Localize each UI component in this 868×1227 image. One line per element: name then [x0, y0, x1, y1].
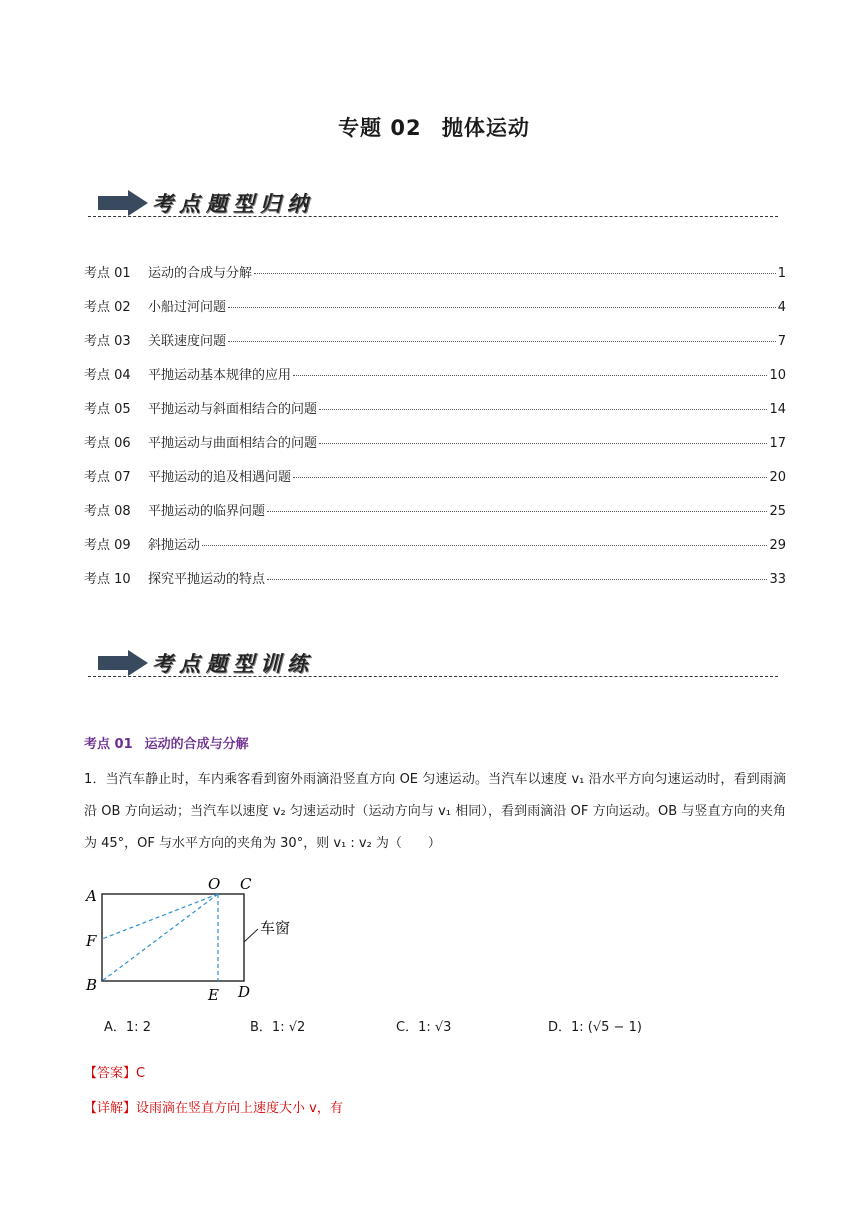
option-value: 1: (√5 − 1) — [571, 1020, 642, 1035]
toc-num: 考点 05 — [84, 402, 131, 417]
toc-leader — [202, 545, 767, 546]
toc-name: 平抛运动的临界问题 — [148, 504, 266, 519]
banner-rule — [88, 676, 778, 677]
option-c[interactable] — [396, 1016, 548, 1035]
toc-leader — [293, 477, 767, 478]
toc-row[interactable] — [84, 262, 786, 296]
toc-num: 考点 06 — [84, 436, 131, 451]
banner-summary-text: 考点题型归纳 — [152, 191, 314, 216]
option-a[interactable] — [104, 1016, 250, 1035]
answer-options — [104, 1016, 784, 1035]
label-f: F — [86, 932, 97, 950]
page-title — [0, 112, 868, 142]
toc-row[interactable] — [84, 364, 786, 398]
option-value: 1: √2 — [271, 1020, 306, 1035]
toc-name: 平抛运动与曲面相结合的问题 — [148, 436, 318, 451]
section-num: 考点 01 — [84, 737, 133, 752]
toc-num: 考点 01 — [84, 266, 131, 281]
question-text: 1．当汽车静止时，车内乘客看到窗外雨滴沿竖直方向 OE 匀速运动。当汽车以速度 v₁ 沿水平方向匀速运动时，看到雨滴沿 OB 方向运动；当汽车以速度 v₂ 匀速运动时（运动方向与 v₁ 相同），看到雨滴沿 OF 方向运动。OB 与竖直方向的夹角为 45°，OF 与水平方向的夹角为 30°，则 v₁ : v₂ 为（ ） — [84, 772, 786, 851]
toc-leader — [228, 341, 776, 342]
toc-row[interactable] — [84, 398, 786, 432]
toc-leader — [319, 443, 767, 444]
detail-text: 【详解】设雨滴在竖直方向上速度大小 v，有 — [84, 1101, 343, 1116]
toc-name: 平抛运动与斜面相结合的问题 — [148, 402, 318, 417]
answer-text: 【答案】C — [84, 1066, 146, 1081]
toc-leader — [293, 375, 767, 376]
toc-page: 7 — [777, 334, 786, 349]
table-of-contents — [84, 262, 786, 602]
toc-num: 考点 04 — [84, 368, 131, 383]
toc-name: 运动的合成与分解 — [148, 266, 253, 281]
window-diagram — [80, 872, 320, 1012]
banner-summary — [88, 186, 778, 226]
section-name: 运动的合成与分解 — [144, 737, 249, 752]
section-heading — [84, 733, 249, 752]
toc-row[interactable] — [84, 534, 786, 568]
option-b[interactable] — [250, 1016, 396, 1035]
toc-num: 考点 02 — [84, 300, 131, 315]
toc-row[interactable] — [84, 432, 786, 466]
toc-page: 1 — [777, 266, 786, 281]
toc-name: 小船过河问题 — [148, 300, 227, 315]
toc-leader — [267, 511, 767, 512]
toc-num: 考点 08 — [84, 504, 131, 519]
toc-leader — [228, 307, 776, 308]
toc-page: 29 — [769, 538, 786, 553]
toc-row[interactable] — [84, 500, 786, 534]
label-o: O — [208, 875, 221, 893]
arrow-icon — [98, 190, 148, 216]
toc-name: 平抛运动基本规律的应用 — [148, 368, 292, 383]
toc-name: 斜抛运动 — [148, 538, 201, 553]
toc-name: 关联速度问题 — [148, 334, 227, 349]
toc-page: 14 — [769, 402, 786, 417]
option-label: C． — [396, 1020, 419, 1035]
option-d[interactable] — [548, 1016, 694, 1035]
label-b: B — [86, 976, 98, 994]
label-d: D — [238, 983, 251, 1001]
toc-name: 平抛运动的追及相遇问题 — [148, 470, 292, 485]
toc-page: 10 — [769, 368, 786, 383]
toc-page: 17 — [769, 436, 786, 451]
toc-page: 20 — [769, 470, 786, 485]
option-label: A． — [104, 1020, 126, 1035]
option-value: 1: √3 — [418, 1020, 452, 1035]
toc-num: 考点 09 — [84, 538, 131, 553]
toc-row[interactable] — [84, 296, 786, 330]
label-a: A — [86, 887, 97, 905]
toc-num: 考点 03 — [84, 334, 131, 349]
option-value: 1: 2 — [125, 1020, 151, 1035]
option-label: B． — [250, 1020, 272, 1035]
banner-training — [88, 646, 778, 686]
title-topic-number: 专题 02 — [338, 116, 422, 140]
toc-leader — [254, 273, 776, 274]
label-window: 车窗 — [260, 919, 291, 937]
option-label: D． — [548, 1020, 572, 1035]
toc-row[interactable] — [84, 568, 786, 602]
toc-row[interactable] — [84, 466, 786, 500]
title-topic-name: 抛体运动 — [441, 116, 530, 140]
banner-rule — [88, 216, 778, 217]
toc-name: 探究平抛运动的特点 — [148, 572, 266, 587]
banner-training-text: 考点题型训练 — [152, 651, 314, 676]
toc-row[interactable] — [84, 330, 786, 364]
toc-page: 4 — [777, 300, 786, 315]
label-c: C — [240, 875, 252, 893]
toc-leader — [267, 579, 767, 580]
toc-leader — [319, 409, 767, 410]
toc-num: 考点 07 — [84, 470, 131, 485]
toc-page: 33 — [769, 572, 786, 587]
label-e: E — [208, 986, 219, 1004]
arrow-icon — [98, 650, 148, 676]
toc-num: 考点 10 — [84, 572, 131, 587]
toc-page: 25 — [769, 504, 786, 519]
